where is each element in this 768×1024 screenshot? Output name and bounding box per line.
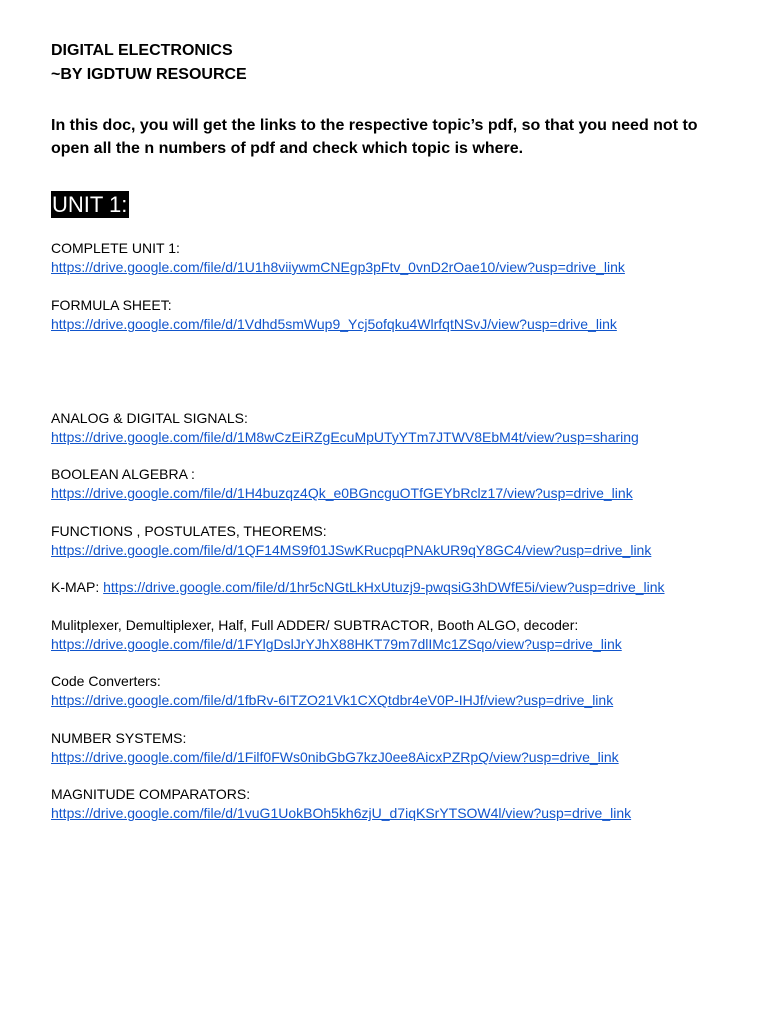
entry-label: Mulitplexer, Demultiplexer, Half, Full ADDER/ SUBTRACTOR, Booth ALGO, decoder:: [51, 617, 579, 633]
document-title: DIGITAL ELECTRONICS: [51, 42, 233, 59]
entry-label: NUMBER SYSTEMS:: [51, 730, 187, 746]
entry-label: BOOLEAN ALGEBRA :: [51, 466, 195, 482]
drive-link[interactable]: https://drive.google.com/file/d/1QF14MS9f01JSwKRucpqPNAkUR9qY8GC4/view?usp=drive_link: [51, 542, 652, 558]
entry-label: Code Converters:: [51, 673, 161, 689]
link-entry: [51, 672, 613, 710]
intro-paragraph: In this doc, you will get the links to the respective topic’s pdf, so that you need not to open all the n numbers of pdf and check which topic is where.: [51, 117, 698, 157]
link-entry: [51, 785, 631, 823]
drive-link[interactable]: https://drive.google.com/file/d/1vuG1UokBOh5kh6zjU_d7iqKSrYTSOW4l/view?usp=drive_link: [51, 805, 632, 821]
drive-link[interactable]: https://drive.google.com/file/d/1M8wCzEiRZgEcuMpUTyYTm7JTWV8EbM4t/view?usp=sharing: [51, 429, 639, 445]
document-subtitle: ~BY IGDTUW RESOURCE: [51, 66, 247, 83]
drive-link[interactable]: https://drive.google.com/file/d/1hr5cNGtLkHxUtuzj9-pwqsiG3hDWfE5i/view?usp=drive_link: [103, 579, 665, 595]
entry-label: K-MAP:: [51, 579, 100, 595]
link-entry: [51, 616, 622, 654]
entry-label: ANALOG & DIGITAL SIGNALS:: [51, 410, 248, 426]
drive-link[interactable]: https://drive.google.com/file/d/1Filf0FWs0nibGbG7kzJ0ee8AicxPZRpQ/view?usp=drive_link: [51, 749, 619, 765]
link-entry: [51, 409, 639, 447]
link-entry: [51, 729, 619, 767]
link-entry: [51, 296, 617, 334]
drive-link[interactable]: https://drive.google.com/file/d/1fbRv-6ITZO21Vk1CXQtdbr4eV0P-IHJf/view?usp=drive_link: [51, 692, 614, 708]
entry-label: COMPLETE UNIT 1:: [51, 240, 180, 256]
entry-label: MAGNITUDE COMPARATORS:: [51, 786, 251, 802]
entry-label: FORMULA SHEET:: [51, 297, 172, 313]
drive-link[interactable]: https://drive.google.com/file/d/1H4buzqz4Qk_e0BGncguOTfGEYbRclz17/view?usp=drive_link: [51, 485, 633, 501]
entry-label: FUNCTIONS , POSTULATES, THEOREMS:: [51, 523, 327, 539]
drive-link[interactable]: https://drive.google.com/file/d/1Vdhd5smWup9_Ycj5ofqku4WlrfqtNSvJ/view?usp=drive_link: [51, 316, 617, 332]
drive-link[interactable]: https://drive.google.com/file/d/1FYlgDslJrYJhX88HKT79m7dlIMc1ZSqo/view?usp=drive_link: [51, 636, 622, 652]
link-entry: [51, 522, 651, 560]
drive-link[interactable]: https://drive.google.com/file/d/1U1h8viiywmCNEgp3pFtv_0vnD2rOae10/view?usp=drive_link: [51, 259, 625, 275]
link-entry: [51, 465, 633, 503]
link-entry: [51, 578, 665, 597]
link-entry: [51, 239, 625, 277]
unit-heading: UNIT 1:: [52, 192, 128, 217]
